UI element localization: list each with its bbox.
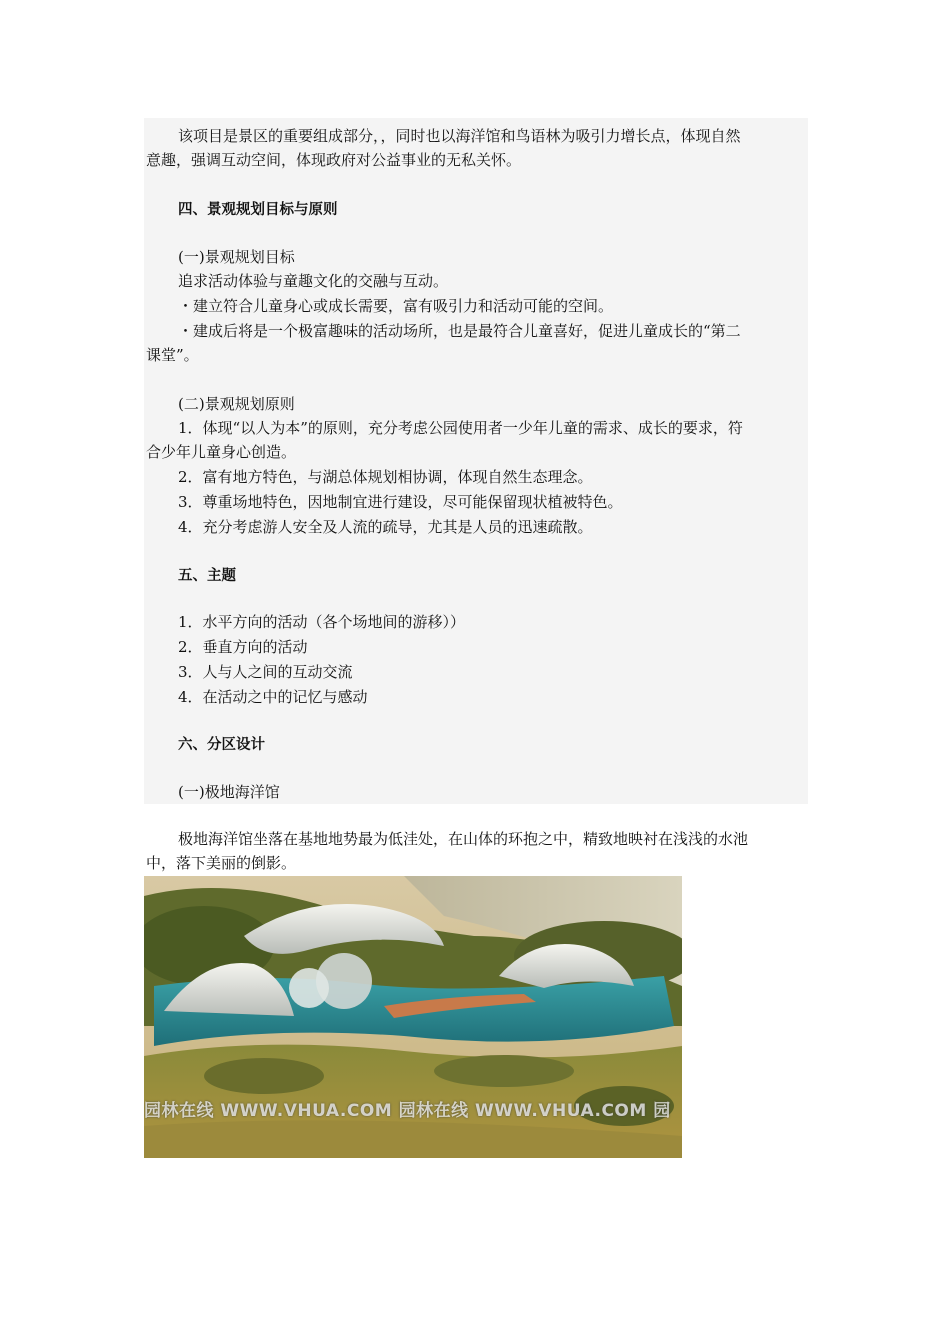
section-4-subheading-principles: (二)景观规划原则 [178, 395, 295, 413]
aquarium-rendering-image [144, 876, 682, 1158]
section-5-heading: 五、主题 [178, 568, 236, 584]
image-watermark: 园林在线 WWW.VHUA.COM 园林在线 WWW.VHUA.COM 园 [144, 1101, 671, 1121]
intro-line-2: 意趣，强调互动空间，体现政府对公益事业的无私关怀。 [146, 151, 522, 169]
section-6-subheading-aquarium: (一)极地海洋馆 [178, 783, 280, 801]
theme-item-2: 2．垂直方向的活动 [178, 638, 308, 656]
theme-item-3: 3．人与人之间的互动交流 [178, 663, 353, 681]
principle-1-line-1: 1．体现“以人为本”的原则，充分考虑公园使用者一少年儿童的需求、成长的要求，符 [178, 419, 743, 437]
goal-statement: 追求活动体验与童趣文化的交融与互动。 [178, 272, 449, 290]
goal-bullet-2-line-1: ・建成后将是一个极富趣味的活动场所，也是最符合儿童喜好，促进儿童成长的“第二 [178, 322, 741, 340]
principle-2: 2．富有地方特色，与湖总体规划相协调，体现自然生态理念。 [178, 468, 593, 486]
theme-item-1: 1．水平方向的活动（各个场地间的游移）） [178, 613, 466, 631]
intro-line-1: 该项目是景区的重要组成部分，，同时也以海洋馆和鸟语林为吸引力增长点，体现自然 [178, 127, 741, 145]
aquarium-description-line-2: 中，落下美丽的倒影。 [146, 854, 297, 872]
principle-3: 3．尊重场地特色，因地制宜进行建设，尽可能保留现状植被特色。 [178, 493, 623, 511]
aquarium-description-line-1: 极地海洋馆坐落在基地地势最为低洼处，在山体的环抱之中，精致地映衬在浅浅的水池 [178, 830, 749, 848]
goal-bullet-2-line-2: 课堂”。 [146, 346, 199, 364]
section-4-heading: 四、景观规划目标与原则 [178, 202, 338, 218]
theme-item-4: 4．在活动之中的记忆与感动 [178, 688, 368, 706]
goal-bullet-1: ・建立符合儿童身心或成长需要，富有吸引力和活动可能的空间。 [178, 297, 614, 315]
principle-4: 4．充分考虑游人安全及人流的疏导，尤其是人员的迅速疏散。 [178, 518, 593, 536]
section-4-subheading-goals: (一)景观规划目标 [178, 248, 295, 266]
section-6-heading: 六、分区设计 [178, 737, 265, 753]
principle-1-line-2: 合少年儿童身心创造。 [146, 443, 297, 461]
